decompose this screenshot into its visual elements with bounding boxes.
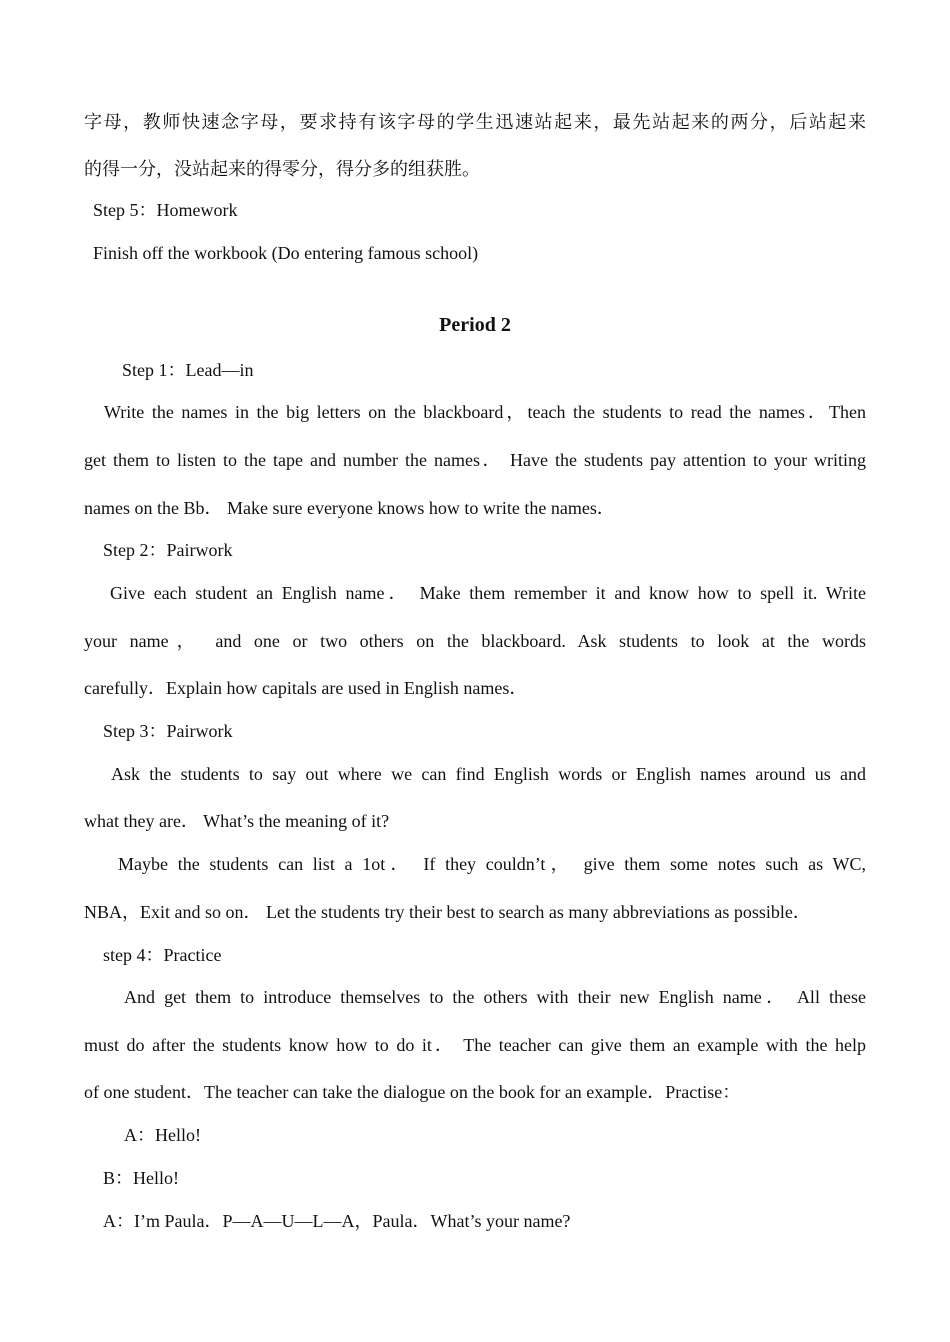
paragraph-line: Finish off the workbook (Do entering famous school)	[93, 243, 479, 263]
paragraph-line: And get them to introduce themselves to the others with their new English name． All these	[124, 987, 866, 1007]
step-heading: Step 5：Homework	[93, 200, 238, 220]
paragraph-line: of one student．The teacher can take the dialogue on the book for an example．Practise：	[84, 1082, 741, 1102]
paragraph-line: Give each student an English name． Make them remember it and know how to spell it. Write	[110, 583, 866, 603]
step-heading: Step 2：Pairwork	[103, 540, 233, 560]
period-title: Period 2	[439, 314, 511, 336]
paragraph-line: get them to listen to the tape and number the names． Have the students pay attention to your writing	[84, 450, 866, 470]
paragraph-line: what they are． What’s the meaning of it?	[84, 811, 390, 831]
paragraph-line: NBA，Exit and so on． Let the students try their best to search as many abbreviations as possible．	[84, 902, 811, 922]
paragraph-line: 字母，教师快速念字母，要求持有该字母的学生迅速站起来，最先站起来的两分，后站起来	[84, 112, 866, 132]
paragraph-line: Maybe the students can list a 1ot． If they couldn’t， give them some notes such as WC,	[118, 854, 866, 874]
step-heading: step 4：Practice	[103, 945, 222, 965]
step-heading: Step 1：Lead—in	[122, 360, 254, 380]
paragraph-line: your name， and one or two others on the blackboard. Ask students to look at the words	[84, 631, 866, 651]
paragraph-line: carefully．Explain how capitals are used in English names．	[84, 678, 528, 698]
dialogue-line: A：Hello!	[124, 1125, 201, 1145]
paragraph-line: Ask the students to say out where we can find English words or English names around us and	[111, 764, 866, 784]
paragraph-line: 的得一分，没站起来的得零分，得分多的组获胜。	[84, 159, 480, 179]
paragraph-line: must do after the students know how to do it． The teacher can give them an example with the help	[84, 1035, 866, 1055]
dialogue-line: A：I’m Paula．P—A—U—L—A，Paula．What’s your name?	[103, 1211, 571, 1231]
paragraph-line: names on the Bb． Make sure everyone knows how to write the names．	[84, 498, 615, 518]
paragraph-line: Write the names in the big letters on the blackboard，teach the students to read the names．Then	[104, 402, 866, 422]
step-heading: Step 3：Pairwork	[103, 721, 233, 741]
dialogue-line: B：Hello!	[103, 1168, 179, 1188]
